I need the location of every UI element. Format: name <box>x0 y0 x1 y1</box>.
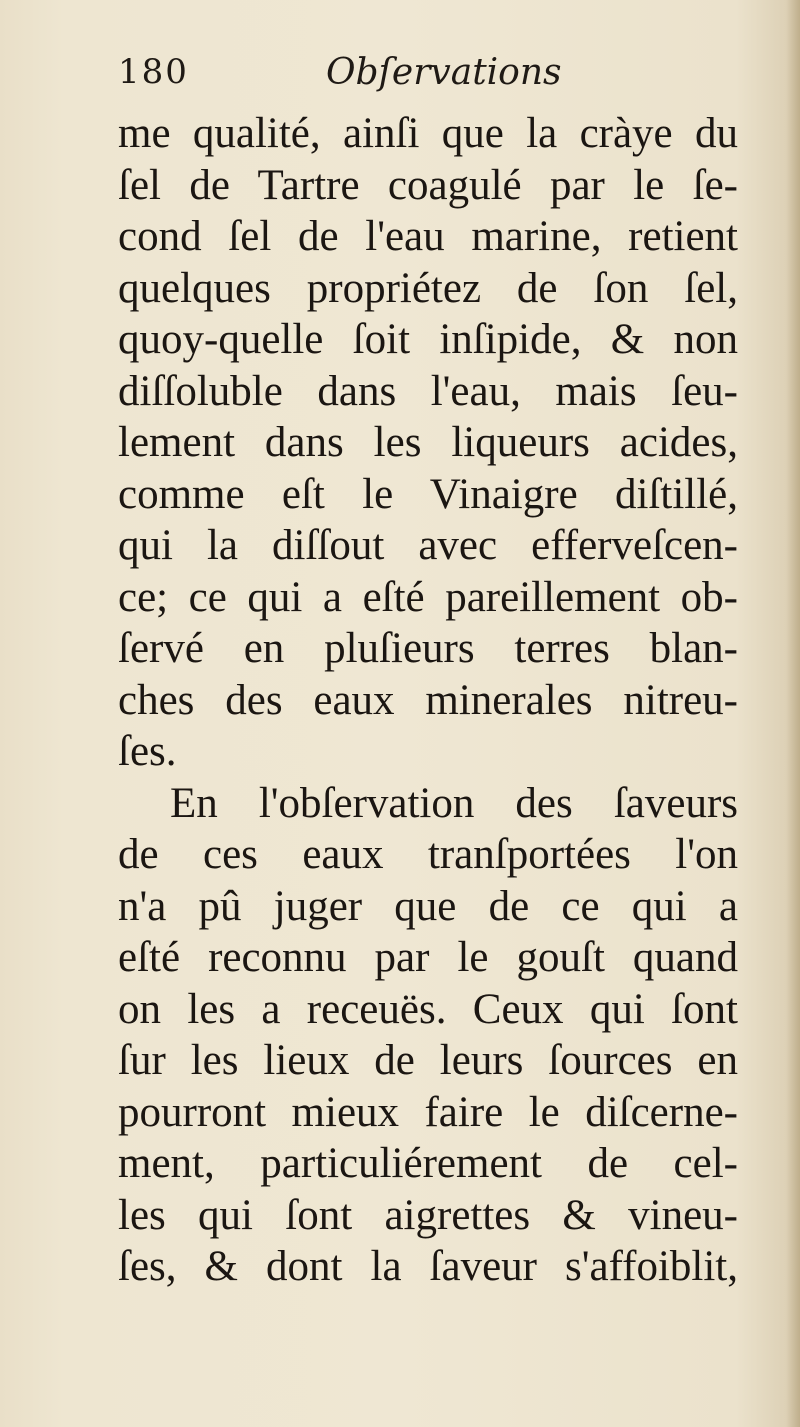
text-line: diſſoluble dans l'eau, mais ſeu- <box>118 367 738 415</box>
paragraph-2 <box>118 778 738 1293</box>
paragraph-1 <box>118 108 738 778</box>
running-title: Obſervations <box>326 52 562 93</box>
text-line: comme eſt le Vinaigre diſtillé, <box>118 470 738 518</box>
page-number: 180 <box>118 52 189 92</box>
text-line: n'a pû juger que de ce qui a <box>118 882 738 930</box>
text-line: eſté reconnu par le gouſt quand <box>118 934 738 981</box>
text-line: En l'obſervation des ſaveurs <box>170 779 738 827</box>
page-edge-shadow <box>786 0 800 1427</box>
text-line: ſel de Tartre coagulé par le ſe- <box>118 161 738 209</box>
text-line: ſur les lieux de leurs ſources en <box>118 1037 738 1084</box>
text-line: lement dans les liqueurs acides, <box>118 419 738 466</box>
text-line: de ces eaux tranſportées l'on <box>118 831 738 878</box>
text-line: qui la diſſout avec efferveſcen- <box>118 522 738 569</box>
text-line: on les a receuës. Ceux qui ſont <box>118 985 738 1033</box>
page-header <box>118 52 738 104</box>
text-line: ſervé en pluſieurs terres blan- <box>118 625 738 672</box>
text-line: quelques propriétez de ſon ſel, <box>118 264 738 312</box>
text-line: ſes, & dont la ſaveur s'affoiblit, <box>118 1243 738 1290</box>
text-line: cond ſel de l'eau marine, retient <box>118 213 738 260</box>
text-line: les qui ſont aigrettes & vineu- <box>118 1191 738 1239</box>
body-text <box>118 108 738 1293</box>
text-line: ches des eaux minerales nitreu- <box>118 676 738 724</box>
text-line: me qualité, ainſi que la cràye du <box>118 110 738 157</box>
text-line: ſes. <box>118 728 177 775</box>
text-line: ce; ce qui a eſté pareillement ob- <box>118 573 738 621</box>
text-line: pourront mieux faire le diſcerne- <box>118 1088 738 1136</box>
text-line: quoy-quelle ſoit inſipide, & non <box>118 316 738 363</box>
text-line: ment, particuliérement de cel- <box>118 1140 738 1187</box>
